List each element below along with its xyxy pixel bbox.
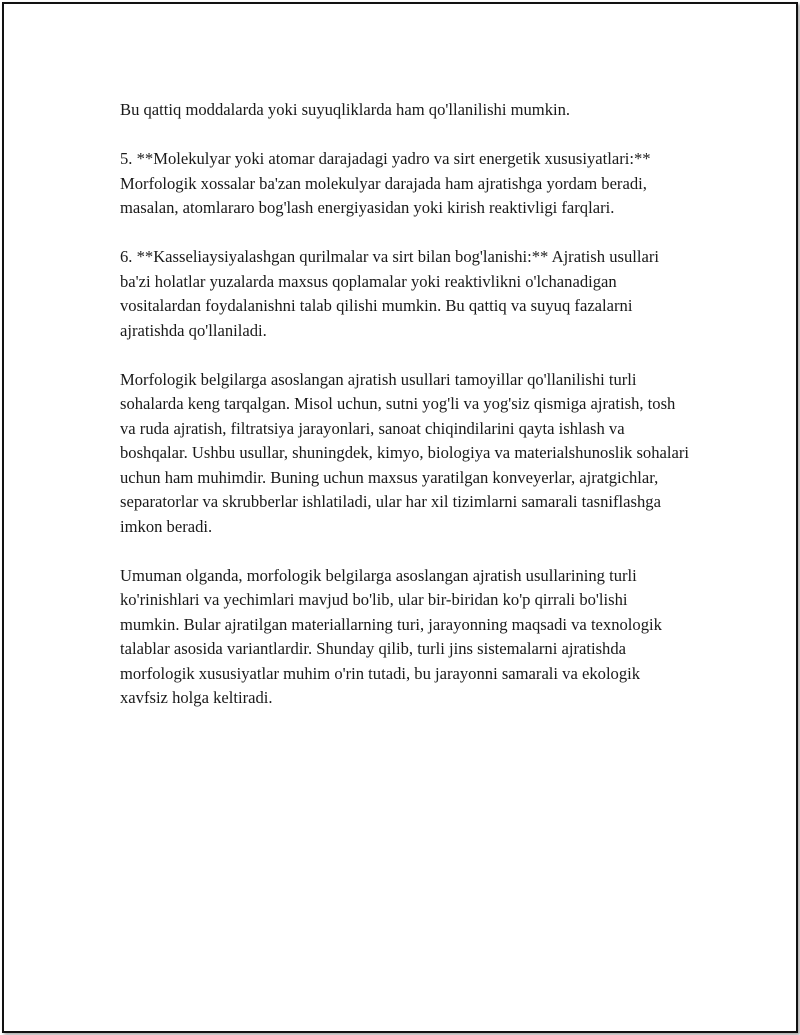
paragraph-conclusion: Umuman olganda, morfologik belgilarga asoslangan ajratish usullarining turli ko'rinishlari va yechimlari mavjud bo'lib, ular bir-biridan ko'p qirrali bo'lishi mumkin. Bular ajratilgan materiallarning turi, jarayonning maqsadi va texnologik talablar asosida variantlardir. Shunday qilib, turli jins sistemalarni ajratishda morfologik xususiyatlar muhim o'rin tutadi, bu jarayonni samarali va ekologik xavfsiz holga keltiradi.: [120, 565, 662, 707]
paragraph-item-6: 6. **Kasseliaysiyalashgan qurilmalar va sirt bilan bog'lanishi:** Ajratish usullari ba'zi holatlar yuzalarda maxsus qoplamalar yoki reaktivlikni o'lchanadigan vositalardan foydalanishni talab qilishi mumkin. Bu qattiq va suyuq fazalarni ajratishda qo'llaniladi.: [120, 247, 659, 340]
paragraph-item-5: 5. **Molekulyar yoki atomar darajadagi yadro va sirt energetik xususiyatlari:** Morfologik xossalar ba'zan molekulyar darajada ham ajratishga yordam beradi, masalan, atomlararo bog'lash energiyasidan yoki kirish reaktivligi farqlari.: [120, 149, 651, 217]
page: [2, 2, 798, 1033]
document-body: [120, 98, 690, 735]
paragraph-applications: Morfologik belgilarga asoslangan ajratish usullari tamoyillar qo'llanilishi turli sohalarda keng tarqalgan. Misol uchun, sutni yog'li va yog'siz qismiga ajratish, tosh va ruda ajratish, filtratsiya jarayonlari, sanoat chiqindilarini qayta ishlash va boshqalar. Ushbu usullar, shuningdek, kimyo, biologiya va materialshunoslik sohalari uchun ham muhimdir. Buning uchun maxsus yaratilgan konveyerlar, ajratgichlar, separatorlar va skrubberlar ishlatiladi, ular har xil tizimlarni samarali tasniflashga imkon beradi.: [120, 369, 689, 536]
paragraph-continuation: Bu qattiq moddalarda yoki suyuqliklarda ham qo'llanilishi mumkin.: [120, 100, 571, 119]
